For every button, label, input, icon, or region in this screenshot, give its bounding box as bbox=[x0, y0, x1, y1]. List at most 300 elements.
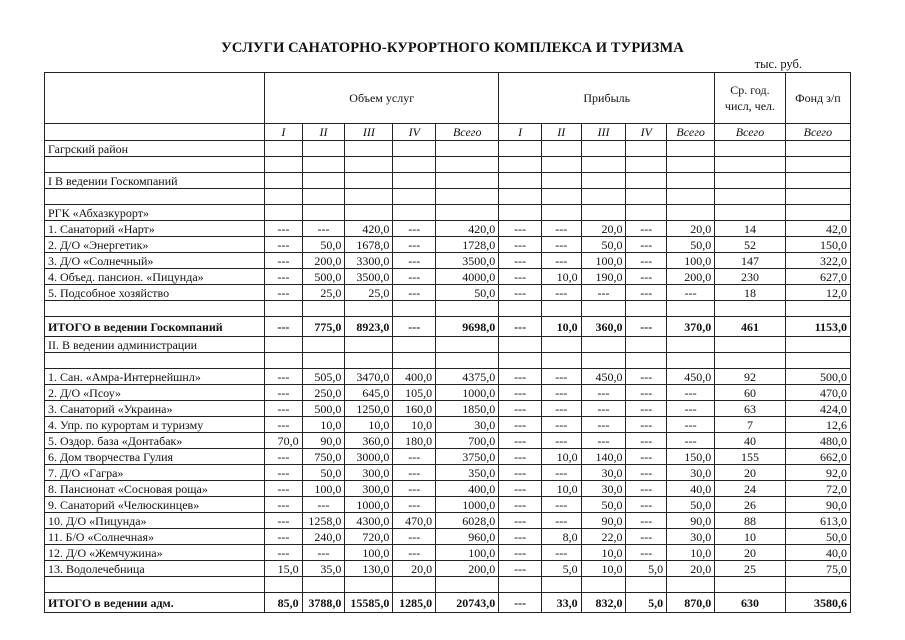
cell: --- bbox=[499, 221, 542, 237]
cell: 30,0 bbox=[581, 465, 626, 481]
cell bbox=[715, 301, 786, 317]
cell: 50,0 bbox=[302, 237, 345, 253]
cell: 10,0 bbox=[345, 417, 393, 433]
row-name bbox=[45, 577, 265, 593]
cell bbox=[499, 205, 542, 221]
cell: 20 bbox=[715, 465, 786, 481]
cell: 420,0 bbox=[345, 221, 393, 237]
cell: 200,0 bbox=[667, 269, 715, 285]
cell: 88 bbox=[715, 513, 786, 529]
cell: 720,0 bbox=[345, 529, 393, 545]
cell: --- bbox=[499, 401, 542, 417]
cell bbox=[785, 353, 850, 369]
services-table bbox=[44, 72, 851, 613]
cell: 75,0 bbox=[785, 561, 850, 577]
cell: --- bbox=[626, 449, 667, 465]
cell bbox=[345, 157, 393, 173]
cell bbox=[345, 577, 393, 593]
cell bbox=[393, 301, 436, 317]
subheader-cell: I bbox=[265, 124, 302, 141]
cell: --- bbox=[542, 433, 582, 449]
cell: --- bbox=[499, 545, 542, 561]
cell: 461 bbox=[715, 317, 786, 337]
header-avg-staff: Ср. год. числ, чел. bbox=[715, 73, 786, 124]
cell: 300,0 bbox=[345, 481, 393, 497]
cell: --- bbox=[393, 545, 436, 561]
cell: 130,0 bbox=[345, 561, 393, 577]
subheader-cell: IV bbox=[393, 124, 436, 141]
subheader-cell: III bbox=[581, 124, 626, 141]
cell: 630 bbox=[715, 593, 786, 613]
header-blank bbox=[45, 73, 265, 124]
cell: 200,0 bbox=[436, 561, 499, 577]
cell: --- bbox=[393, 285, 436, 301]
table-row bbox=[45, 561, 851, 577]
cell: --- bbox=[626, 221, 667, 237]
cell: 25 bbox=[715, 561, 786, 577]
total-row bbox=[45, 317, 851, 337]
cell: 18 bbox=[715, 285, 786, 301]
cell bbox=[436, 189, 499, 205]
cell bbox=[626, 141, 667, 157]
cell: 1153,0 bbox=[785, 317, 850, 337]
cell: 870,0 bbox=[667, 593, 715, 613]
cell bbox=[542, 205, 582, 221]
cell: 470,0 bbox=[393, 513, 436, 529]
cell: 100,0 bbox=[302, 481, 345, 497]
cell: 960,0 bbox=[436, 529, 499, 545]
cell bbox=[667, 141, 715, 157]
cell bbox=[302, 157, 345, 173]
cell bbox=[626, 205, 667, 221]
cell: 1850,0 bbox=[436, 401, 499, 417]
cell bbox=[581, 337, 626, 353]
cell bbox=[265, 353, 302, 369]
cell: 12,0 bbox=[785, 285, 850, 301]
cell bbox=[436, 141, 499, 157]
cell: --- bbox=[393, 449, 436, 465]
cell: 63 bbox=[715, 401, 786, 417]
cell: 3750,0 bbox=[436, 449, 499, 465]
cell: 200,0 bbox=[302, 253, 345, 269]
cell: 147 bbox=[715, 253, 786, 269]
cell bbox=[626, 353, 667, 369]
row-name: 7. Д/О «Гагра» bbox=[45, 465, 265, 481]
cell: 3580,6 bbox=[785, 593, 850, 613]
cell bbox=[265, 205, 302, 221]
subheader-cell: II bbox=[302, 124, 345, 141]
cell: --- bbox=[499, 317, 542, 337]
row-name bbox=[45, 189, 265, 205]
cell bbox=[393, 337, 436, 353]
cell bbox=[785, 301, 850, 317]
cell: --- bbox=[581, 401, 626, 417]
cell: 1285,0 bbox=[393, 593, 436, 613]
cell: 10 bbox=[715, 529, 786, 545]
cell: 10,0 bbox=[393, 417, 436, 433]
cell: --- bbox=[581, 433, 626, 449]
row-name: 5. Оздор. база «Донтабак» bbox=[45, 433, 265, 449]
cell bbox=[715, 577, 786, 593]
subheader-blank bbox=[45, 124, 265, 141]
cell: 10,0 bbox=[581, 545, 626, 561]
cell: 505,0 bbox=[302, 369, 345, 385]
cell bbox=[265, 141, 302, 157]
cell bbox=[626, 577, 667, 593]
cell bbox=[265, 337, 302, 353]
cell: 240,0 bbox=[302, 529, 345, 545]
cell: 15,0 bbox=[265, 561, 302, 577]
cell: 10,0 bbox=[581, 561, 626, 577]
cell: --- bbox=[499, 497, 542, 513]
cell bbox=[581, 157, 626, 173]
cell: 40 bbox=[715, 433, 786, 449]
cell: 190,0 bbox=[581, 269, 626, 285]
row-name: 9. Санаторий «Челюскинцев» bbox=[45, 497, 265, 513]
cell: 662,0 bbox=[785, 449, 850, 465]
cell: --- bbox=[542, 285, 582, 301]
cell bbox=[542, 353, 582, 369]
cell bbox=[345, 205, 393, 221]
cell: 10,0 bbox=[302, 417, 345, 433]
cell bbox=[667, 577, 715, 593]
unit-label: тыс. руб. bbox=[754, 57, 802, 71]
cell: --- bbox=[265, 385, 302, 401]
cell: 3000,0 bbox=[345, 449, 393, 465]
cell bbox=[393, 189, 436, 205]
cell: --- bbox=[499, 561, 542, 577]
cell bbox=[265, 189, 302, 205]
row-name: 1. Сан. «Амра-Интернейшнл» bbox=[45, 369, 265, 385]
cell bbox=[542, 301, 582, 317]
cell bbox=[436, 205, 499, 221]
cell: --- bbox=[626, 385, 667, 401]
subheader-cell: Всего bbox=[715, 124, 786, 141]
cell: 155 bbox=[715, 449, 786, 465]
section-row bbox=[45, 141, 851, 157]
row-name: ИТОГО в ведении Госкомпаний bbox=[45, 317, 265, 337]
cell: --- bbox=[626, 529, 667, 545]
cell bbox=[785, 337, 850, 353]
cell: 30,0 bbox=[436, 417, 499, 433]
cell: 1250,0 bbox=[345, 401, 393, 417]
cell bbox=[436, 337, 499, 353]
cell: 1000,0 bbox=[345, 497, 393, 513]
row-name: 11. Б/О «Солнечная» bbox=[45, 529, 265, 545]
cell: 10,0 bbox=[542, 317, 582, 337]
cell bbox=[715, 353, 786, 369]
subheader-cell: II bbox=[542, 124, 582, 141]
row-name bbox=[45, 353, 265, 369]
cell: 90,0 bbox=[302, 433, 345, 449]
cell: 420,0 bbox=[436, 221, 499, 237]
cell: 22,0 bbox=[581, 529, 626, 545]
cell: 50,0 bbox=[581, 237, 626, 253]
cell: --- bbox=[626, 369, 667, 385]
cell: --- bbox=[265, 269, 302, 285]
cell: 4000,0 bbox=[436, 269, 499, 285]
cell: 480,0 bbox=[785, 433, 850, 449]
cell: 24 bbox=[715, 481, 786, 497]
cell: 50,0 bbox=[581, 497, 626, 513]
cell bbox=[499, 141, 542, 157]
cell bbox=[345, 141, 393, 157]
cell: 60 bbox=[715, 385, 786, 401]
report-title: УСЛУГИ САНАТОРНО-КУРОРТНОГО КОМПЛЕКСА И ТУРИЗМА bbox=[221, 40, 684, 56]
table-row bbox=[45, 417, 851, 433]
subheader-cell: III bbox=[345, 124, 393, 141]
cell: --- bbox=[499, 369, 542, 385]
table-row bbox=[45, 513, 851, 529]
spacer-row bbox=[45, 301, 851, 317]
row-name: 4. Объед. пансион. «Пицунда» bbox=[45, 269, 265, 285]
cell: --- bbox=[499, 449, 542, 465]
cell: 30,0 bbox=[581, 481, 626, 497]
cell bbox=[542, 337, 582, 353]
cell: --- bbox=[499, 529, 542, 545]
cell: 26 bbox=[715, 497, 786, 513]
cell: --- bbox=[542, 237, 582, 253]
cell bbox=[393, 353, 436, 369]
cell: --- bbox=[499, 513, 542, 529]
table-row bbox=[45, 481, 851, 497]
subheader-cell: Всего bbox=[436, 124, 499, 141]
subheader-row bbox=[45, 124, 851, 141]
cell bbox=[542, 141, 582, 157]
cell bbox=[302, 353, 345, 369]
cell: 5,0 bbox=[542, 561, 582, 577]
cell: 100,0 bbox=[436, 545, 499, 561]
header-volume: Объем услуг bbox=[265, 73, 499, 124]
cell: 50,0 bbox=[785, 529, 850, 545]
cell bbox=[499, 189, 542, 205]
cell: --- bbox=[542, 545, 582, 561]
cell bbox=[345, 173, 393, 189]
subheader-cell: I bbox=[499, 124, 542, 141]
table-row bbox=[45, 497, 851, 513]
cell: 92,0 bbox=[785, 465, 850, 481]
spacer-row bbox=[45, 157, 851, 173]
cell: 1678,0 bbox=[345, 237, 393, 253]
cell: --- bbox=[542, 221, 582, 237]
table-body bbox=[45, 73, 851, 613]
cell: --- bbox=[626, 465, 667, 481]
cell bbox=[667, 157, 715, 173]
row-name: 2. Д/О «Энергетик» bbox=[45, 237, 265, 253]
cell: --- bbox=[265, 417, 302, 433]
cell: --- bbox=[393, 221, 436, 237]
table-row bbox=[45, 221, 851, 237]
cell bbox=[715, 173, 786, 189]
cell: 613,0 bbox=[785, 513, 850, 529]
cell: --- bbox=[667, 401, 715, 417]
cell bbox=[436, 577, 499, 593]
table-row bbox=[45, 237, 851, 253]
cell: --- bbox=[265, 253, 302, 269]
cell: --- bbox=[626, 253, 667, 269]
cell bbox=[302, 173, 345, 189]
subheader-cell: Всего bbox=[785, 124, 850, 141]
cell bbox=[667, 205, 715, 221]
cell: 10,0 bbox=[667, 545, 715, 561]
cell: --- bbox=[265, 545, 302, 561]
cell bbox=[581, 173, 626, 189]
cell: 12,6 bbox=[785, 417, 850, 433]
header-row bbox=[45, 73, 851, 124]
cell bbox=[667, 353, 715, 369]
row-name: 5. Подсобное хозяйство bbox=[45, 285, 265, 301]
cell: --- bbox=[265, 285, 302, 301]
cell: 250,0 bbox=[302, 385, 345, 401]
cell: --- bbox=[626, 545, 667, 561]
row-name: РГК «Абхазкурорт» bbox=[45, 205, 265, 221]
cell bbox=[345, 189, 393, 205]
cell: --- bbox=[542, 385, 582, 401]
cell: 100,0 bbox=[667, 253, 715, 269]
cell: 180,0 bbox=[393, 433, 436, 449]
cell bbox=[542, 173, 582, 189]
cell: 40,0 bbox=[785, 545, 850, 561]
cell: --- bbox=[265, 449, 302, 465]
cell bbox=[667, 189, 715, 205]
cell bbox=[667, 301, 715, 317]
cell bbox=[626, 157, 667, 173]
cell bbox=[265, 173, 302, 189]
cell: 360,0 bbox=[581, 317, 626, 337]
cell: 500,0 bbox=[302, 269, 345, 285]
cell: 3500,0 bbox=[436, 253, 499, 269]
cell bbox=[393, 157, 436, 173]
cell bbox=[581, 301, 626, 317]
cell bbox=[667, 173, 715, 189]
cell: --- bbox=[393, 465, 436, 481]
table-row bbox=[45, 545, 851, 561]
cell: 400,0 bbox=[436, 481, 499, 497]
cell: --- bbox=[626, 497, 667, 513]
cell: 3788,0 bbox=[302, 593, 345, 613]
cell bbox=[345, 353, 393, 369]
cell: 370,0 bbox=[667, 317, 715, 337]
cell: 35,0 bbox=[302, 561, 345, 577]
cell: 15585,0 bbox=[345, 593, 393, 613]
cell: 8923,0 bbox=[345, 317, 393, 337]
cell bbox=[393, 141, 436, 157]
cell: --- bbox=[393, 481, 436, 497]
cell: 300,0 bbox=[345, 465, 393, 481]
total-row bbox=[45, 593, 851, 613]
cell bbox=[581, 141, 626, 157]
spacer-row bbox=[45, 577, 851, 593]
cell: --- bbox=[499, 417, 542, 433]
cell: 52 bbox=[715, 237, 786, 253]
row-name: 8. Пансионат «Сосновая роща» bbox=[45, 481, 265, 497]
cell: 92 bbox=[715, 369, 786, 385]
cell: --- bbox=[542, 465, 582, 481]
table-row bbox=[45, 465, 851, 481]
cell: --- bbox=[265, 481, 302, 497]
cell bbox=[345, 337, 393, 353]
cell: --- bbox=[626, 269, 667, 285]
cell bbox=[785, 173, 850, 189]
cell: 450,0 bbox=[581, 369, 626, 385]
cell: 400,0 bbox=[393, 369, 436, 385]
cell: --- bbox=[499, 593, 542, 613]
table-row bbox=[45, 269, 851, 285]
cell: 500,0 bbox=[785, 369, 850, 385]
cell bbox=[436, 301, 499, 317]
row-name bbox=[45, 157, 265, 173]
cell: 72,0 bbox=[785, 481, 850, 497]
cell: --- bbox=[667, 285, 715, 301]
cell: --- bbox=[265, 369, 302, 385]
cell: --- bbox=[626, 317, 667, 337]
cell bbox=[499, 173, 542, 189]
subheader-cell: IV bbox=[626, 124, 667, 141]
cell: --- bbox=[581, 417, 626, 433]
cell: --- bbox=[302, 221, 345, 237]
cell bbox=[302, 301, 345, 317]
row-name: 12. Д/О «Жемчужина» bbox=[45, 545, 265, 561]
cell: 100,0 bbox=[581, 253, 626, 269]
cell bbox=[667, 337, 715, 353]
cell: 3500,0 bbox=[345, 269, 393, 285]
cell: 5,0 bbox=[626, 593, 667, 613]
table-row bbox=[45, 369, 851, 385]
cell: --- bbox=[265, 401, 302, 417]
cell: 85,0 bbox=[265, 593, 302, 613]
cell: --- bbox=[393, 317, 436, 337]
row-name: II. В ведении администрации bbox=[45, 337, 265, 353]
cell: 1000,0 bbox=[436, 497, 499, 513]
cell: --- bbox=[626, 513, 667, 529]
cell: --- bbox=[393, 237, 436, 253]
cell: --- bbox=[626, 481, 667, 497]
cell bbox=[302, 337, 345, 353]
table-row bbox=[45, 385, 851, 401]
cell: 90,0 bbox=[581, 513, 626, 529]
cell: --- bbox=[626, 237, 667, 253]
cell bbox=[715, 205, 786, 221]
table-row bbox=[45, 253, 851, 269]
cell: --- bbox=[667, 385, 715, 401]
cell bbox=[581, 205, 626, 221]
cell: --- bbox=[393, 529, 436, 545]
cell: --- bbox=[667, 433, 715, 449]
row-name: 3. Д/О «Солнечный» bbox=[45, 253, 265, 269]
cell: 322,0 bbox=[785, 253, 850, 269]
cell bbox=[436, 157, 499, 173]
row-name: 4. Упр. по курортам и туризму bbox=[45, 417, 265, 433]
cell: 20,0 bbox=[581, 221, 626, 237]
cell bbox=[542, 157, 582, 173]
cell: 1258,0 bbox=[302, 513, 345, 529]
cell: --- bbox=[393, 497, 436, 513]
cell: 160,0 bbox=[393, 401, 436, 417]
cell: --- bbox=[581, 285, 626, 301]
cell: 90,0 bbox=[667, 513, 715, 529]
cell bbox=[542, 189, 582, 205]
cell: 42,0 bbox=[785, 221, 850, 237]
cell: 8,0 bbox=[542, 529, 582, 545]
cell bbox=[499, 577, 542, 593]
cell: 645,0 bbox=[345, 385, 393, 401]
table-row bbox=[45, 401, 851, 417]
cell: 50,0 bbox=[667, 497, 715, 513]
cell bbox=[265, 301, 302, 317]
cell: --- bbox=[265, 513, 302, 529]
cell: 90,0 bbox=[785, 497, 850, 513]
cell: --- bbox=[499, 433, 542, 449]
